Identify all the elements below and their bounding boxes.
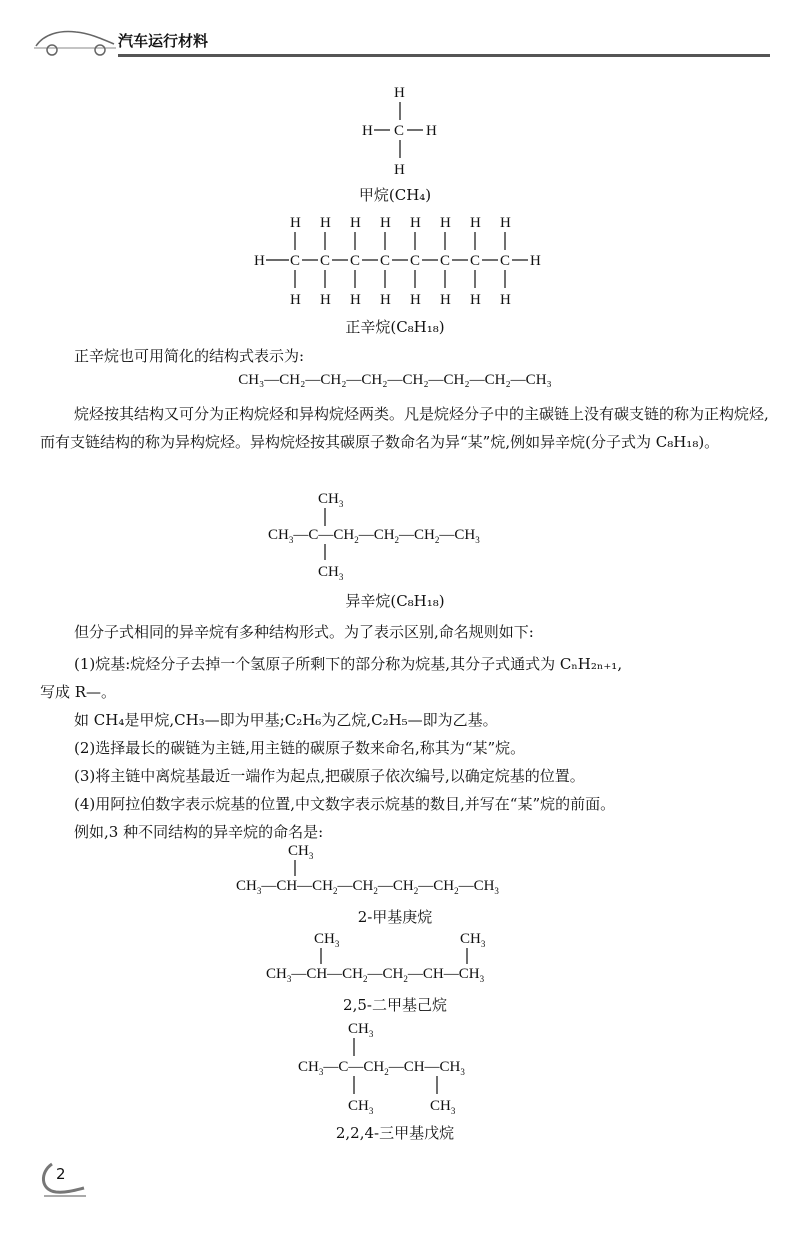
- octane-atom-h: H: [290, 215, 301, 231]
- 2,5-dimethylhexane-structure: [262, 926, 552, 988]
- paragraph-rule-2: (2)选择最长的碳链为主链,用主链的碳原子数来命名,称其为“某”烷。: [74, 739, 526, 757]
- octane-atom-h: H: [440, 215, 451, 231]
- octane-atom-h: H: [320, 215, 331, 231]
- octane-atom-h: H: [320, 292, 331, 308]
- svg-text:CH3: $CH_3$: [318, 491, 344, 509]
- 2-methylheptane-structure: [232, 838, 582, 900]
- octane-atom-h: H: [530, 253, 541, 269]
- svg-text:H: H: [362, 123, 373, 139]
- paragraph-naming-rules-intro: 但分子式相同的异辛烷有多种结构形式。为了表示区别,命名规则如下:: [74, 623, 534, 641]
- svg-text:CH3: $CH_3$: [314, 931, 340, 949]
- octane-atom-c: C: [290, 253, 301, 269]
- isooctane-caption: 异辛烷(C₈H₁₈): [345, 592, 445, 610]
- octane-atom-c: C: [440, 253, 451, 269]
- octane-atom-h: H: [500, 292, 511, 308]
- isooctane-structure: [262, 486, 552, 582]
- octane-atom-h: H: [500, 215, 511, 231]
- octane-atom-h: H: [440, 292, 451, 308]
- octane-atom-h: H: [470, 215, 481, 231]
- svg-text:CH3: $CH_3$: [348, 1098, 374, 1116]
- ex2-name: 2,5-二甲基己烷: [343, 996, 447, 1014]
- condensed-formula: CH₃—CH₂—CH₂—CH₂—CH₂—CH₂—CH₂—CH₃: [238, 372, 552, 388]
- octane-atom-h: H: [410, 215, 421, 231]
- svg-text:CH3—C—CH2—CH2—CH2—CH3: $CH_3—C—CH_2—CH_2—CH_2—CH_3$: [268, 527, 480, 545]
- ex3-name: 2,2,4-三甲基戊烷: [335, 1124, 455, 1142]
- octane-atom-c: C: [380, 253, 391, 269]
- octane-atom-h: H: [410, 292, 421, 308]
- svg-text:CH3—CH—CH2—CH2—CH2—CH2—CH3: $CH_3—CH—CH_2—CH_2—CH_2—CH_2—CH_3$: [236, 878, 499, 896]
- n-octane-structure: [250, 212, 550, 308]
- octane-atom-h: H: [380, 292, 391, 308]
- methane-structure: [350, 82, 450, 178]
- paragraph-rule-1: (1)烷基:烷烃分子去掉一个氢原子所剩下的部分称为烷基,其分子式通式为 CₙH₂ₙ₊₁,: [74, 655, 623, 673]
- octane-atom-c: C: [350, 253, 361, 269]
- octane-atom-h: H: [380, 215, 391, 231]
- paragraph-rule-3: (3)将主链中离烷基最近一端作为起点,把碳原子依次编号,以确定烷基的位置。: [74, 767, 585, 785]
- svg-text:C: C: [394, 123, 405, 139]
- svg-text:CH3: $CH_3$: [348, 1021, 374, 1039]
- ex1-name: 2-甲基庚烷: [357, 908, 433, 926]
- octane-atom-h: H: [254, 253, 265, 269]
- header-rule: [118, 54, 770, 57]
- paragraph-condensed-intro: 正辛烷也可用简化的结构式表示为:: [74, 347, 305, 365]
- octane-atom-c: C: [410, 253, 421, 269]
- svg-text:CH3—C—CH2—CH—CH3: $CH_3—C—CH_2—CH—CH_3$: [298, 1059, 465, 1077]
- octane-atom-c: C: [320, 253, 331, 269]
- paragraph-rule-4: (4)用阿拉伯数字表示烷基的位置,中文数字表示烷基的数目,并写在“某”烷的前面。: [74, 795, 616, 813]
- svg-text:H: H: [426, 123, 437, 139]
- octane-atom-h: H: [290, 292, 301, 308]
- svg-text:H: H: [394, 162, 405, 178]
- paragraph-classification: 烷烃按其结构又可分为正构烷烃和异构烷烃两类。凡是烷烃分子中的主碳链上没有碳支链的称为正构烷烃,而有支链结构的称为异构烷烃。异构烷烃按其碳原子数命名为异“某”烷,例如异辛烷(分子式为 C₈H₁₈)。: [40, 405, 769, 451]
- octane-atom-h: H: [350, 292, 361, 308]
- page-number: 2: [56, 1165, 66, 1183]
- svg-text:CH3: $CH_3$: [288, 843, 314, 861]
- svg-text:CH3: $CH_3$: [430, 1098, 456, 1116]
- octane-atom-c: C: [500, 253, 511, 269]
- svg-text:H: H: [394, 85, 405, 101]
- svg-text:CH3—CH—CH2—CH2—CH—CH3: $CH_3—CH—CH_2—CH_2—CH—CH_3$: [266, 966, 485, 984]
- n-octane-caption: 正辛烷(C₈H₁₈): [345, 318, 445, 336]
- running-header-title: 汽车运行材料: [118, 32, 209, 50]
- paragraph-examples-intro: 例如,3 种不同结构的异辛烷的命名是:: [74, 823, 324, 841]
- 2,2,4-trimethylpentane-structure: [294, 1016, 524, 1116]
- svg-text:CH3: $CH_3$: [318, 564, 344, 582]
- octane-atom-h: H: [470, 292, 481, 308]
- octane-atom-c: C: [470, 253, 481, 269]
- paragraph-rule-1-cont: 写成 R—。: [40, 683, 117, 701]
- svg-text:CH3: $CH_3$: [460, 931, 486, 949]
- paragraph-alkyl-example: 如 CH₄是甲烷,CH₃—即为甲基;C₂H₆为乙烷,C₂H₅—即为乙基。: [74, 711, 498, 729]
- car-logo-icon: [30, 24, 120, 58]
- octane-atom-h: H: [350, 215, 361, 231]
- methane-caption: 甲烷(CH₄): [358, 186, 432, 204]
